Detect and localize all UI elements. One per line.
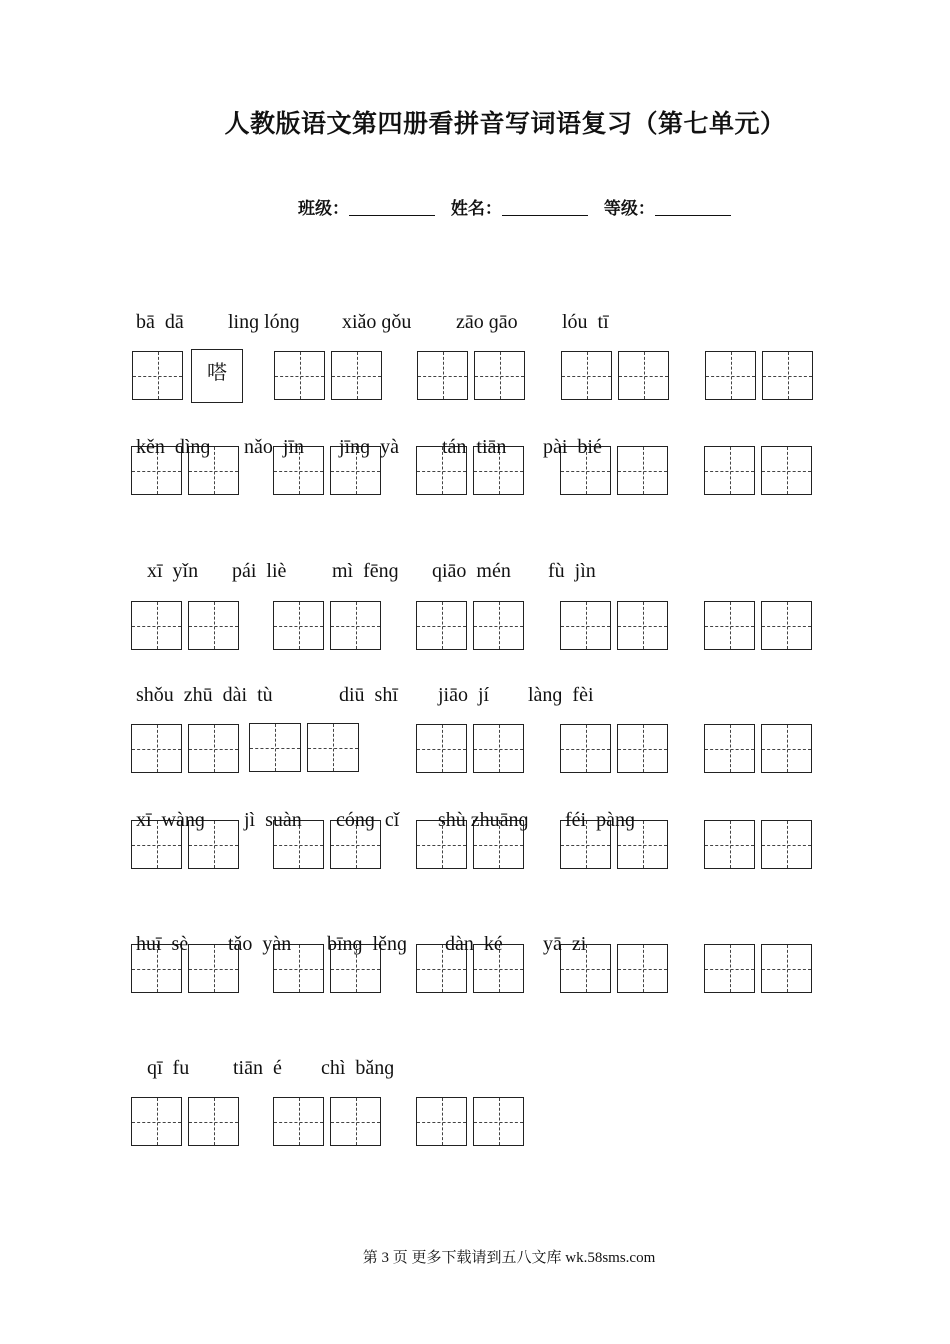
writing-box[interactable] [704,724,755,773]
page-title: 人教版语文第四册看拼音写词语复习（第七单元） [224,109,786,138]
writing-box[interactable] [618,351,669,400]
pinyin-word: chì bǎnɡ [321,1057,395,1079]
pinyin-word: dàn ké [445,933,503,955]
writing-box[interactable] [761,724,812,773]
class-blank[interactable] [349,197,435,216]
pinyin-word: xiǎo ɡǒu [342,311,412,333]
pinyin-word: kěn dìnɡ [136,436,211,458]
writing-box[interactable] [473,1097,524,1146]
writing-box[interactable] [704,446,755,495]
name-blank[interactable] [502,197,588,216]
writing-box[interactable] [560,724,611,773]
writing-box[interactable] [132,351,183,400]
pinyin-word: pài bié [543,436,602,458]
pinyin-word: jì suàn [244,809,302,831]
pinyin-word: nǎo jīn [244,436,304,458]
writing-box[interactable] [705,351,756,400]
pinyin-word: tǎo yàn [228,933,292,955]
writing-box[interactable] [617,944,668,993]
pinyin-word: yā zi [543,933,587,955]
page-footer: 第 3 页 更多下载请到五八文库 wk.58sms.com [362,1250,656,1266]
writing-box[interactable] [473,724,524,773]
name-label: 姓名： [450,199,502,219]
writing-box[interactable] [330,1097,381,1146]
pinyin-word: bīnɡ lěnɡ [327,933,407,955]
writing-box[interactable] [704,820,755,869]
writing-box[interactable] [704,601,755,650]
pinyin-word: diū shī [339,684,398,706]
writing-box[interactable] [762,351,813,400]
writing-box[interactable] [188,724,239,773]
writing-box[interactable] [274,351,325,400]
writing-box[interactable] [704,944,755,993]
writing-box[interactable] [273,1097,324,1146]
writing-box[interactable] [131,1097,182,1146]
pinyin-word: lànɡ fèi [528,684,594,706]
writing-box[interactable] [474,351,525,400]
pinyin-word: jīnɡ yà [339,436,399,458]
class-label: 班级： [298,199,349,219]
writing-box[interactable] [561,351,612,400]
writing-box[interactable] [761,820,812,869]
writing-box[interactable] [617,601,668,650]
writing-box[interactable] [131,601,182,650]
pinyin-word: tiān é [233,1057,282,1079]
pinyin-word: zāo ɡāo [456,311,518,333]
pinyin-word: linɡ lónɡ [228,311,300,333]
pinyin-word: tán tiān [442,436,507,458]
pinyin-word: qī fu [147,1057,190,1079]
writing-box[interactable] [473,601,524,650]
pinyin-word: huī sè [136,933,189,955]
writing-box[interactable] [249,723,301,772]
writing-box[interactable] [331,351,382,400]
writing-box[interactable] [416,1097,467,1146]
writing-box[interactable] [188,601,239,650]
writing-box[interactable] [416,601,467,650]
pinyin-word: cónɡ cǐ [336,809,400,831]
writing-box[interactable] [131,724,182,773]
grade-blank[interactable] [655,197,731,216]
writing-box[interactable] [188,1097,239,1146]
writing-box[interactable] [416,724,467,773]
grade-label: 等级： [603,199,655,219]
pinyin-word: féi pànɡ [565,809,635,831]
pinyin-word: xī wànɡ [136,809,205,831]
pinyin-word: qiāo mén [432,560,511,582]
pinyin-word: xī yǐn [147,560,199,582]
writing-box[interactable] [417,351,468,400]
writing-box[interactable] [273,601,324,650]
writing-box[interactable] [617,446,668,495]
writing-box-filled[interactable] [191,349,243,403]
pinyin-word: shù zhuānɡ [438,809,529,831]
writing-box[interactable] [617,724,668,773]
writing-box[interactable] [761,601,812,650]
pinyin-word: mì fēnɡ [332,560,399,582]
pinyin-word: fù jìn [548,560,596,582]
writing-box[interactable] [560,601,611,650]
pinyin-word: jiāo jí [438,684,490,706]
pinyin-word: shǒu zhū dài tù [136,684,273,706]
writing-box[interactable] [307,723,359,772]
example-char: 嗒 [207,360,227,384]
writing-box[interactable] [761,446,812,495]
pinyin-word: lóu tī [562,311,609,333]
pinyin-word: bā dā [136,311,184,333]
writing-box[interactable] [330,601,381,650]
writing-box[interactable] [761,944,812,993]
pinyin-word: pái liè [232,560,287,582]
student-info [298,194,741,219]
